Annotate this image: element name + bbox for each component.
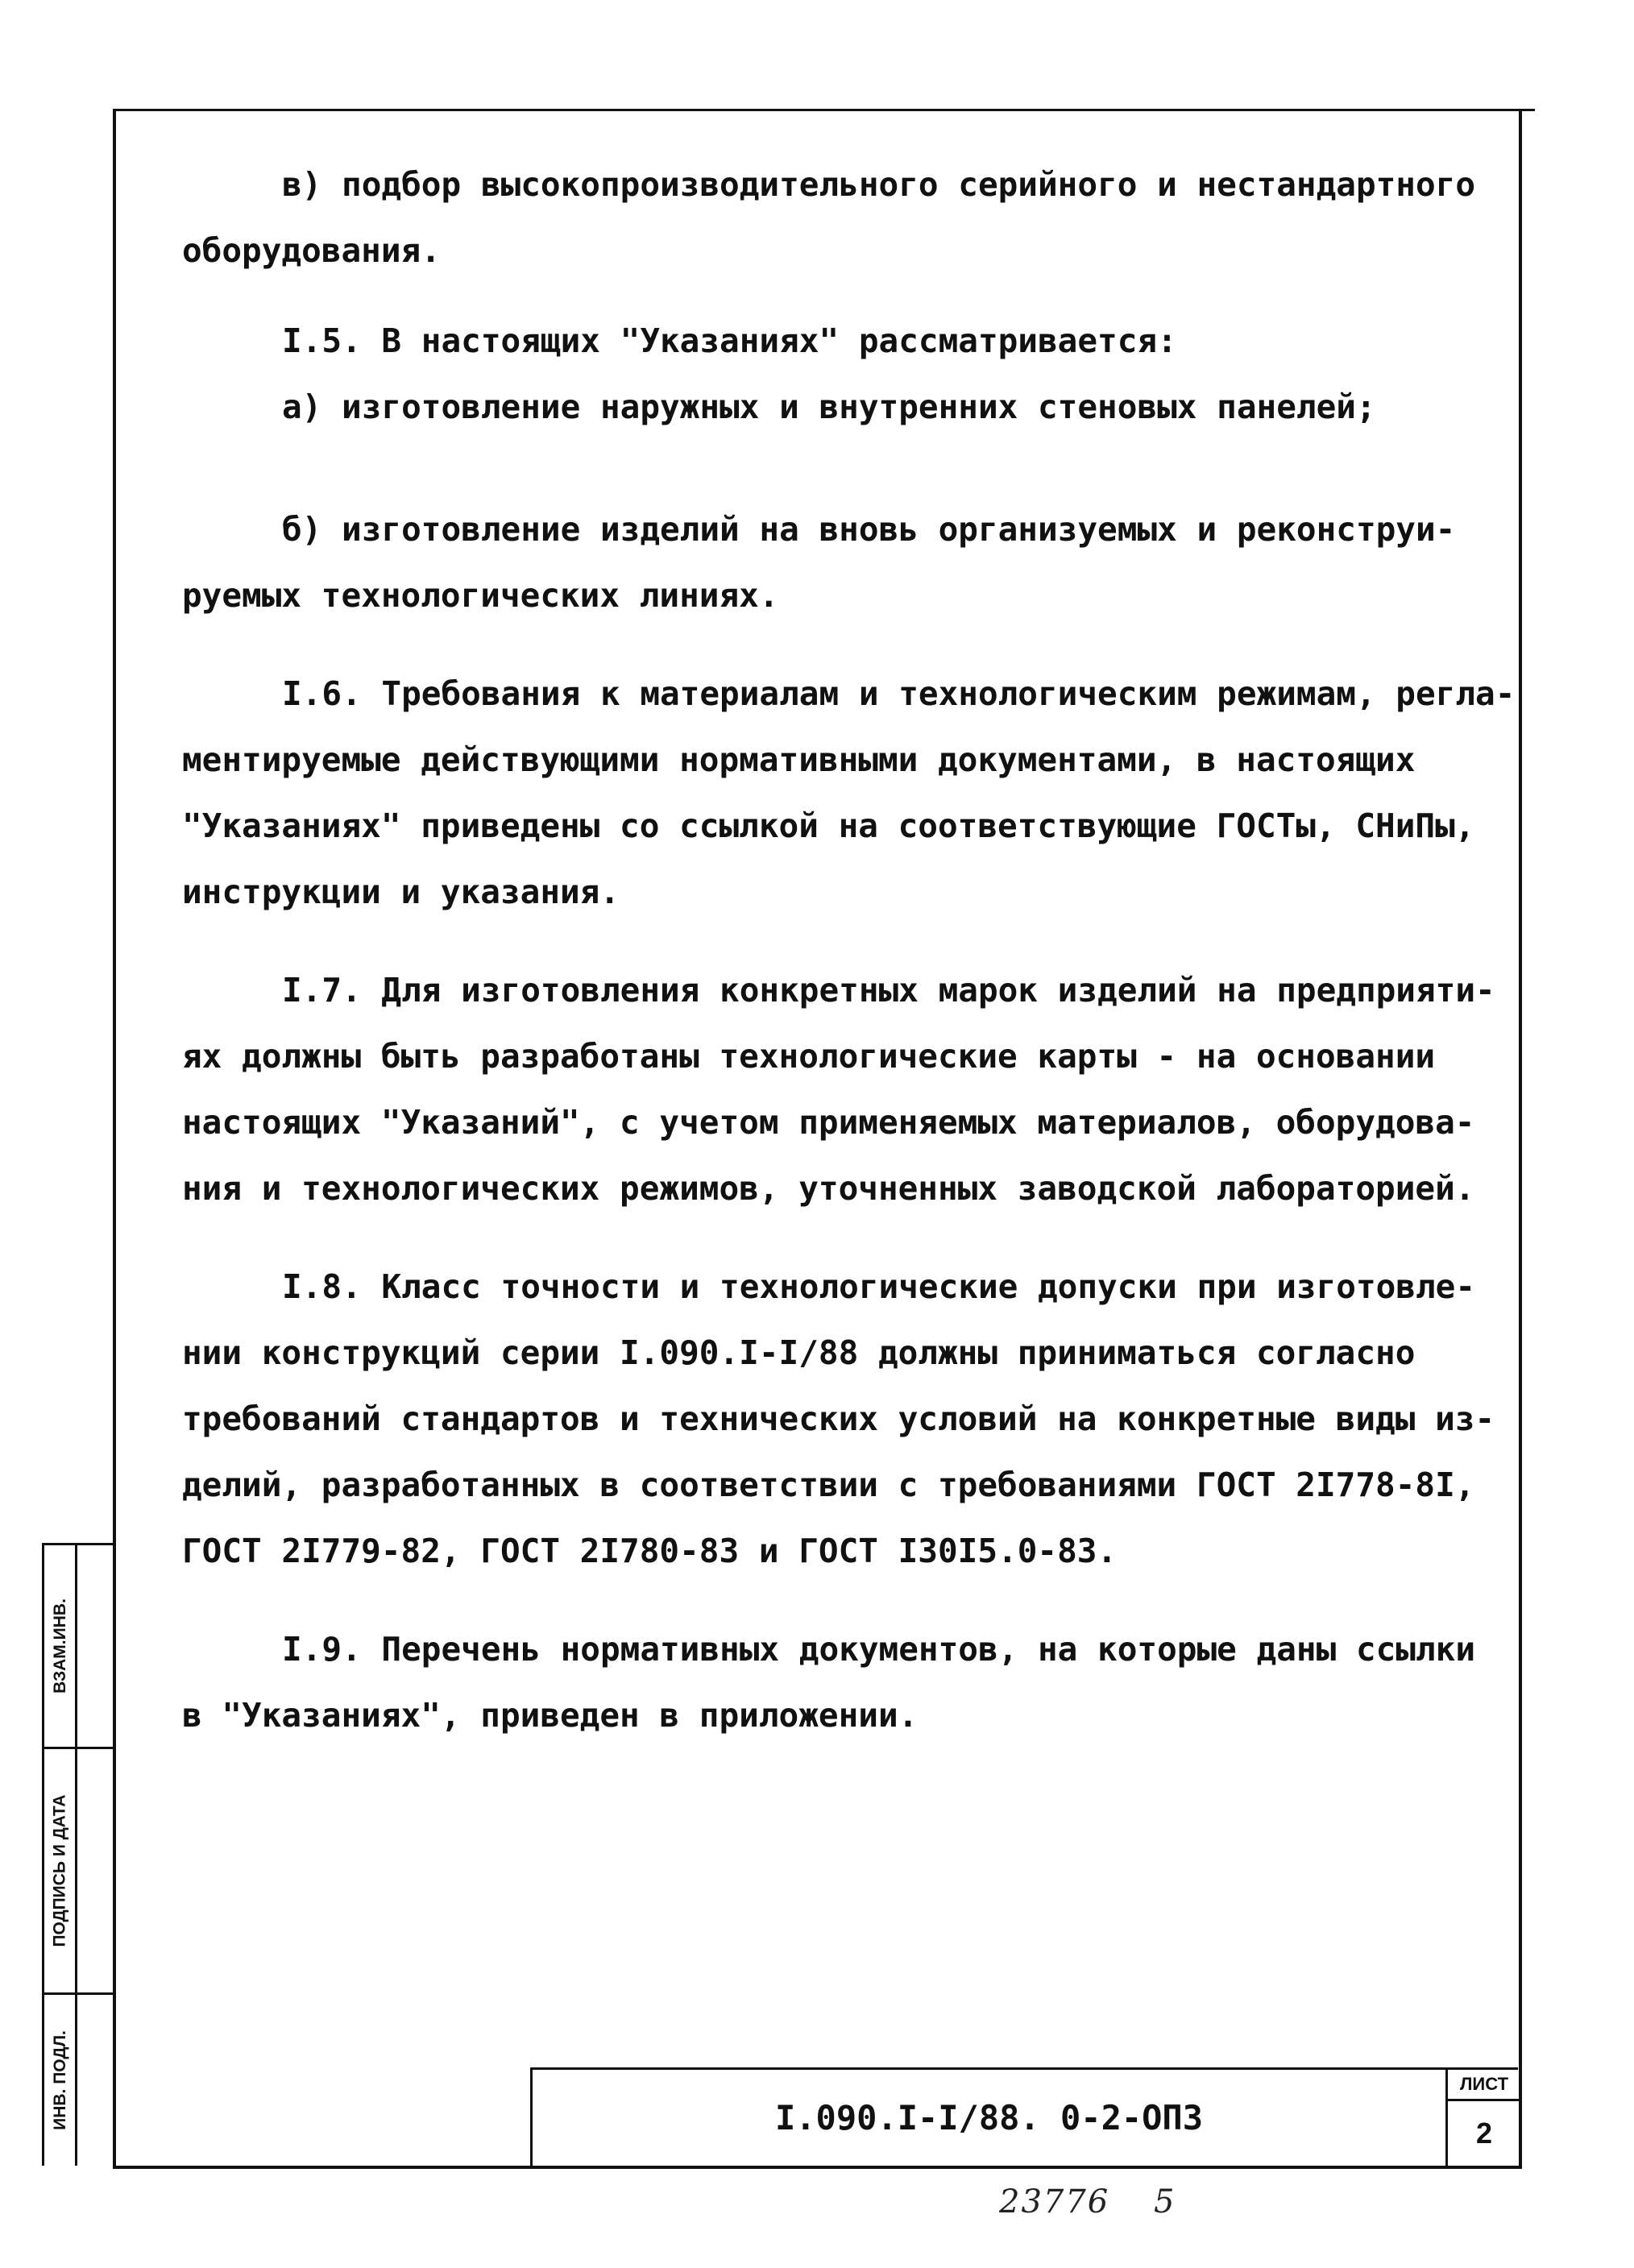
p3-line-1: а) изготовление наружных и внутренних стеновых панелей; xyxy=(282,388,1376,426)
sheet-number: 2 xyxy=(1475,2117,1493,2150)
p6-line-4: ния и технологических режимов, уточненных заводской лабораторией. xyxy=(182,1169,1475,1208)
p5-line-1: I.6. Требования к материалам и технологическим режимам, регла- xyxy=(282,674,1516,713)
document-code: I.090.I-I/88. 0-2-ОПЗ xyxy=(774,2098,1203,2137)
title-block xyxy=(530,2067,1518,2166)
handwritten-note: 23776 5 xyxy=(999,2183,1176,2220)
p5-line-3: "Указаниях" приведены со ссылкой на соответствующие ГОСТы, СНиПы, xyxy=(182,806,1475,845)
frame-top-extension xyxy=(1516,109,1535,111)
side-stamp-column xyxy=(42,1543,115,2166)
p2-line-1: I.5. В настоящих "Указаниях" рассматривается: xyxy=(282,321,1177,360)
document-body xyxy=(182,151,1516,1748)
p5-line-4: инструкции и указания. xyxy=(182,873,620,911)
side-label-inventory-swap: ВЗАМ.ИНВ. xyxy=(51,1598,70,1694)
p1-line-2: оборудования. xyxy=(182,231,441,270)
p7-line-3: требований стандартов и технических условий на конкретные виды из- xyxy=(182,1399,1495,1438)
p1-line-1: в) подбор высокопроизводительного серийного и нестандартного xyxy=(282,165,1476,204)
side-label-original-inventory: ИНВ. ПОДЛ. xyxy=(51,2030,69,2130)
side-label-signature-date: ПОДПИСЬ И ДАТА xyxy=(51,1794,70,1947)
p6-line-2: ях должны быть разработаны технологические карты - на основании xyxy=(182,1037,1436,1076)
p8-line-2: в "Указаниях", приведен в приложении. xyxy=(182,1696,919,1735)
p7-line-5: ГОСТ 2I779-82, ГОСТ 2I780-83 и ГОСТ I30I5.0-83. xyxy=(182,1532,1118,1570)
p8-line-1: I.9. Перечень нормативных документов, на которые даны ссылки xyxy=(282,1630,1476,1669)
p7-line-4: делий, разработанных в соответствии с требованиями ГОСТ 2I778-8I, xyxy=(182,1466,1475,1504)
p6-line-1: I.7. Для изготовления конкретных марок изделий на предприяти- xyxy=(282,971,1495,1010)
p7-line-1: I.8. Класс точности и технологические допуски при изготовле- xyxy=(282,1267,1476,1306)
p4-line-2: руемых технологических линиях. xyxy=(182,576,779,615)
p4-line-1: б) изготовление изделий на вновь организуемых и реконструи- xyxy=(282,510,1456,549)
sheet-box xyxy=(1445,2070,1520,2166)
sheet-label: ЛИСТ xyxy=(1448,2070,1520,2101)
p6-line-3: настоящих "Указаний", с учетом применяемых материалов, оборудова- xyxy=(182,1103,1475,1142)
p7-line-2: нии конструкций серии I.090.I-I/88 должны приниматься согласно xyxy=(182,1333,1416,1372)
p5-line-2: ментируемые действующими нормативными документами, в настоящих xyxy=(182,740,1416,779)
